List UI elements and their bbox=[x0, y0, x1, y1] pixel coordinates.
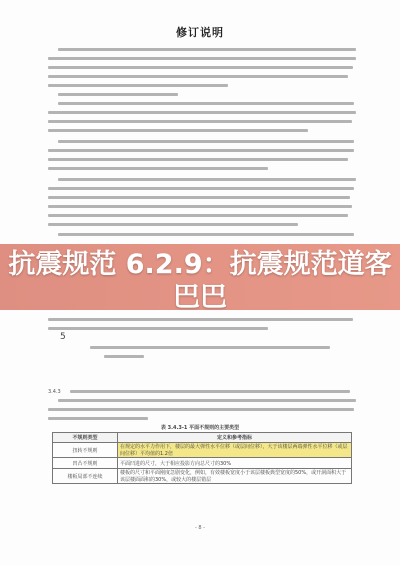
table-cell-type: 楼板局部不连续 bbox=[53, 469, 118, 484]
irregularity-table bbox=[52, 432, 352, 484]
table-header-cell: 定义和参考指标 bbox=[118, 433, 352, 443]
list-marker: 5 bbox=[60, 332, 66, 342]
document-heading: 修订说明 bbox=[176, 26, 224, 39]
table-caption: 表 3.4.3-1 平面不规则的主要类型 bbox=[160, 425, 240, 431]
overlay-title: 抗震规范 6.2.9：抗震规范道客巴巴 bbox=[8, 249, 392, 313]
table-cell-desc: 楼板的尺寸和平面刚度急剧变化，例如，有效楼板宽度小于该层楼板典型宽度的50%，或开洞面积大于该层楼面面积的30%，或较大的楼层错层 bbox=[118, 469, 352, 484]
table-row bbox=[53, 458, 352, 469]
table-header-cell: 不规则类型 bbox=[53, 433, 118, 443]
table-cell-type: 凹凸不规则 bbox=[53, 458, 118, 469]
table-cell-desc: 在规定的水平力作用下，楼层的最大弹性水平位移（或层间位移），大于该楼层两端弹性水平位移（或层间位移）平均值的1.2倍 bbox=[118, 443, 352, 458]
table-header-row bbox=[53, 433, 352, 443]
table-cell-desc: 平面凹进的尺寸，大于相应投影方向总尺寸的30% bbox=[118, 458, 352, 469]
table-cell-type: 扭转不规则 bbox=[53, 443, 118, 458]
section-number: 3.4.3 bbox=[48, 389, 61, 395]
table-row bbox=[53, 443, 352, 458]
table-row bbox=[53, 469, 352, 484]
page-number: - 8 - bbox=[195, 525, 205, 531]
